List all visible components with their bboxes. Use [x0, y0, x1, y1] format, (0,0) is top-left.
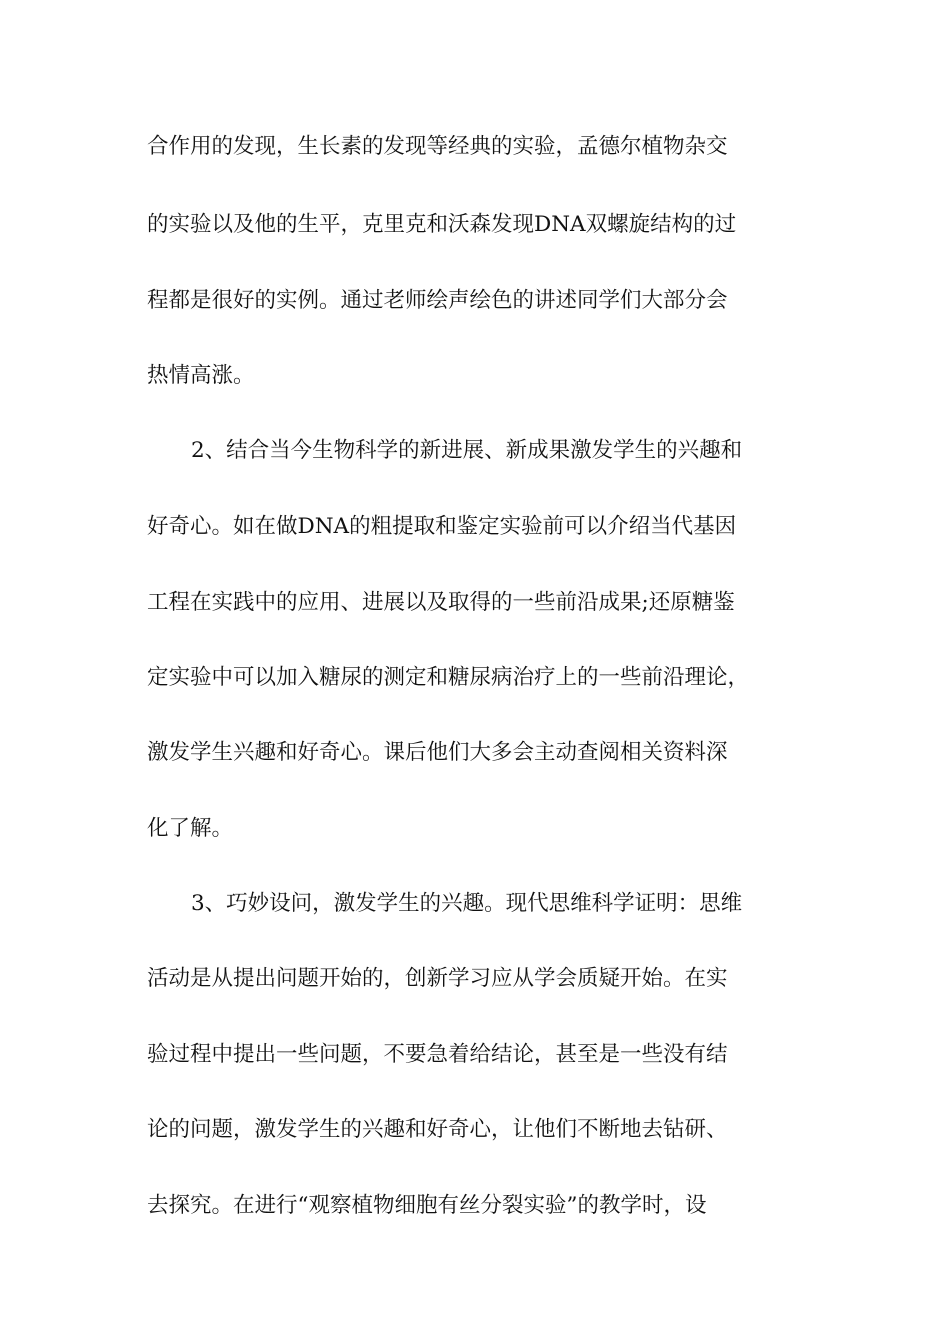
paragraph-2-first-line: 2、结合当今生物科学的新进展、新成果激发学生的兴趣和 — [191, 438, 743, 463]
text-line: 论的问题，激发学生的兴趣和好奇心，让他们不断地去钻研、 — [147, 1117, 728, 1142]
text-line: 激发学生兴趣和好奇心。课后他们大多会主动查阅相关资料深 — [147, 740, 728, 765]
text-line: 工程在实践中的应用、进展以及取得的一些前沿成果;还原糖鉴 — [147, 590, 735, 615]
text-line: 化了解。 — [147, 816, 234, 841]
text-line: 程都是很好的实例。通过老师绘声绘色的讲述同学们大部分会 — [147, 288, 728, 313]
text-line: 的实验以及他的生平，克里克和沃森发现DNA双螺旋结构的过 — [147, 212, 737, 237]
text-line: 合作用的发现，生长素的发现等经典的实验，孟德尔植物杂交 — [147, 134, 728, 159]
text-line: 热情高涨。 — [147, 363, 255, 388]
text-line: 好奇心。如在做DNA的粗提取和鉴定实验前可以介绍当代基因 — [147, 514, 737, 539]
paragraph-3-first-line: 3、巧妙设问，激发学生的兴趣。现代思维科学证明：思维 — [191, 891, 743, 916]
text-line: 验过程中提出一些问题，不要急着给结论，甚至是一些没有结 — [147, 1042, 728, 1067]
text-line: 活动是从提出问题开始的，创新学习应从学会质疑开始。在实 — [147, 966, 728, 991]
text-line: 定实验中可以加入糖尿的测定和糖尿病治疗上的一些前沿理论， — [147, 665, 750, 690]
text-line: 去探究。在进行“观察植物细胞有丝分裂实验”的教学时，设 — [147, 1193, 707, 1218]
